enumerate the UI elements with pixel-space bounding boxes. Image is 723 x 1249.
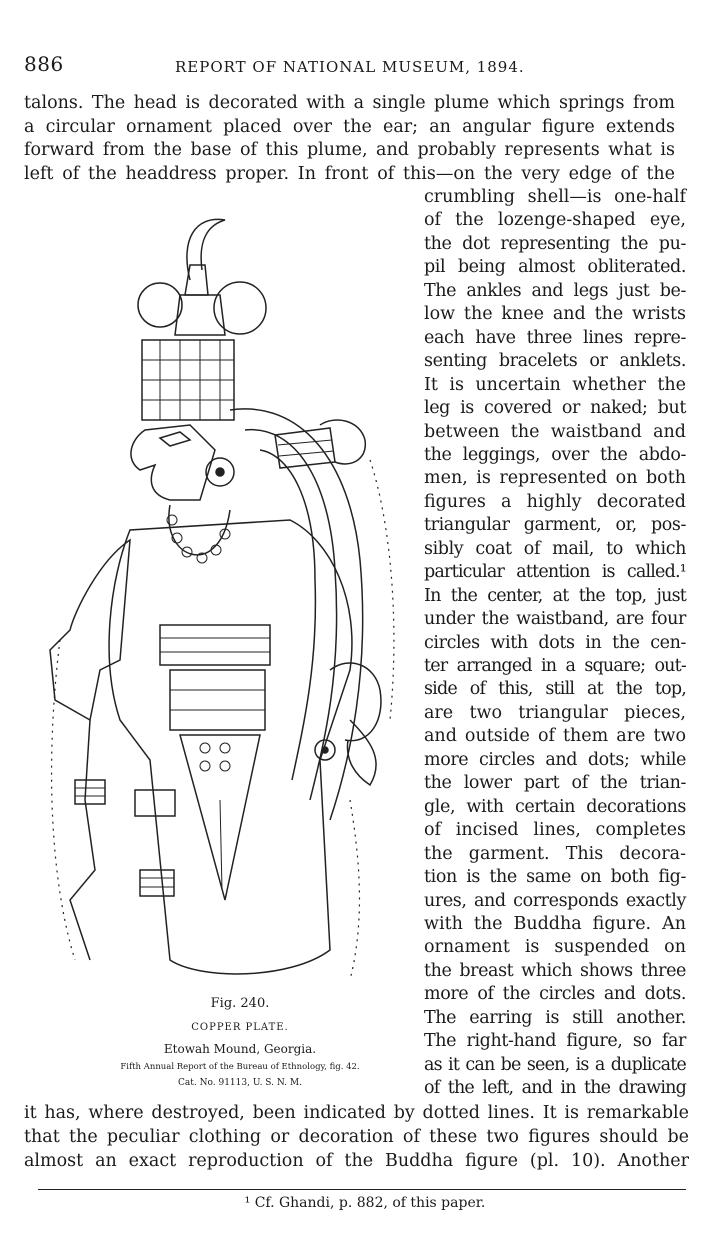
running-title: REPORT OF NATIONAL MUSEUM, 1894. xyxy=(175,58,525,76)
text-line: more of the circles and dots. xyxy=(424,984,686,1005)
text-line: ures, and corresponds exactly xyxy=(424,890,686,911)
text-line: side of this, still at the top, xyxy=(424,679,686,700)
text-line: each have three lines repre- xyxy=(424,327,686,348)
right-hand xyxy=(330,663,381,741)
page-number: 886 xyxy=(24,52,64,76)
text-line: of incised lines, completes xyxy=(424,820,686,841)
bird-head xyxy=(131,425,215,500)
text-line: the breast which shows three xyxy=(424,960,686,981)
necklace xyxy=(169,505,230,555)
figure-label: Fig. 240. xyxy=(210,996,270,1011)
text-line: the dot representing the pu- xyxy=(424,233,686,254)
text-line: gle, with certain decorations xyxy=(424,796,686,817)
text-line: are two triangular pieces, xyxy=(424,702,686,723)
left-bracelet xyxy=(75,780,105,804)
lozenge-eye xyxy=(160,432,190,446)
dotted-restoration xyxy=(370,460,394,720)
text-line: tion is the same on both fig- xyxy=(424,867,686,888)
waistband xyxy=(160,625,270,665)
text-line: it has, where destroyed, been indicated by dotted lines. It is remarkable xyxy=(24,1103,689,1123)
text-line: It is uncertain whether the xyxy=(424,374,686,395)
text-line: sibly coat of mail, to which xyxy=(424,538,686,559)
text-line: The earring is still another. xyxy=(424,1007,686,1028)
text-line: of the lozenge-shaped eye, xyxy=(424,210,686,231)
text-line: senting bracelets or anklets. xyxy=(424,351,686,372)
text-line: between the waistband and xyxy=(424,421,686,442)
text-line: triangular garment, or, pos- xyxy=(424,515,686,536)
belt-panel xyxy=(170,670,265,730)
text-line: crumbling shell—is one-half xyxy=(424,187,686,207)
anklet-left xyxy=(140,870,174,896)
text-line: as it can be seen, is a duplicate xyxy=(424,1054,686,1075)
text-line: particular attention is called.¹ xyxy=(424,562,686,583)
text-line: with the Buddha figure. An xyxy=(424,913,686,934)
text-line: In the center, at the top, just xyxy=(424,585,686,606)
text-line: and outside of them are two xyxy=(424,726,686,747)
text-line: the lower part of the trian- xyxy=(424,773,686,794)
ornament-circle-left xyxy=(138,283,182,327)
text-line: The ankles and legs just be- xyxy=(424,280,686,301)
footnote: ¹ Cf. Ghandi, p. 882, of this paper. xyxy=(244,1195,486,1211)
text-line: left of the headdress proper. In front of this—on the very edge of the xyxy=(24,163,675,184)
text-line: the leggings, over the abdo- xyxy=(424,444,686,465)
text-line: a circular ornament placed over the ear; an angular figure extends xyxy=(24,116,675,137)
text-line: figures a highly decorated xyxy=(424,491,686,512)
text-line: circles with dots in the cen- xyxy=(424,632,686,653)
figure-source: Fifth Annual Report of the Bureau of Ethnology, fig. 42. xyxy=(120,1062,360,1072)
text-line: ter arranged in a square; out- xyxy=(424,656,686,676)
text-line: under the waistband, are four xyxy=(424,609,686,630)
text-line: men, is represented on both xyxy=(424,468,686,489)
text-line: of the left, and in the drawing xyxy=(424,1078,686,1099)
text-line: pil being almost obliterated. xyxy=(424,257,686,278)
text-line: leg is covered or naked; but xyxy=(424,398,686,419)
text-line: that the peculiar clothing or decoration of these two figures should be xyxy=(24,1127,689,1147)
copper-plate-illustration xyxy=(30,200,410,990)
text-line: more circles and dots; while xyxy=(424,749,686,770)
text-line: talons. The head is decorated with a single plume which springs from xyxy=(24,93,675,113)
ornament-base xyxy=(175,295,225,335)
text-line: forward from the base of this plume, and probably represents what is xyxy=(24,140,675,160)
text-line: The right-hand figure, so far xyxy=(424,1031,686,1052)
figure-plate: COPPER PLATE. xyxy=(191,1022,289,1033)
text-line: low the knee and the wrists xyxy=(424,304,686,325)
text-line: ornament is suspended on xyxy=(424,937,686,958)
text-line: almost an exact reproduction of the Buddha figure (pl. 10). Another xyxy=(24,1151,689,1171)
figure-catalog: Cat. No. 91113, U. S. N. M. xyxy=(178,1078,302,1088)
figure-site: Etowah Mound, Georgia. xyxy=(163,1042,317,1056)
text-line: the garment. This decora- xyxy=(424,843,686,864)
footnote-rule xyxy=(38,1189,686,1190)
